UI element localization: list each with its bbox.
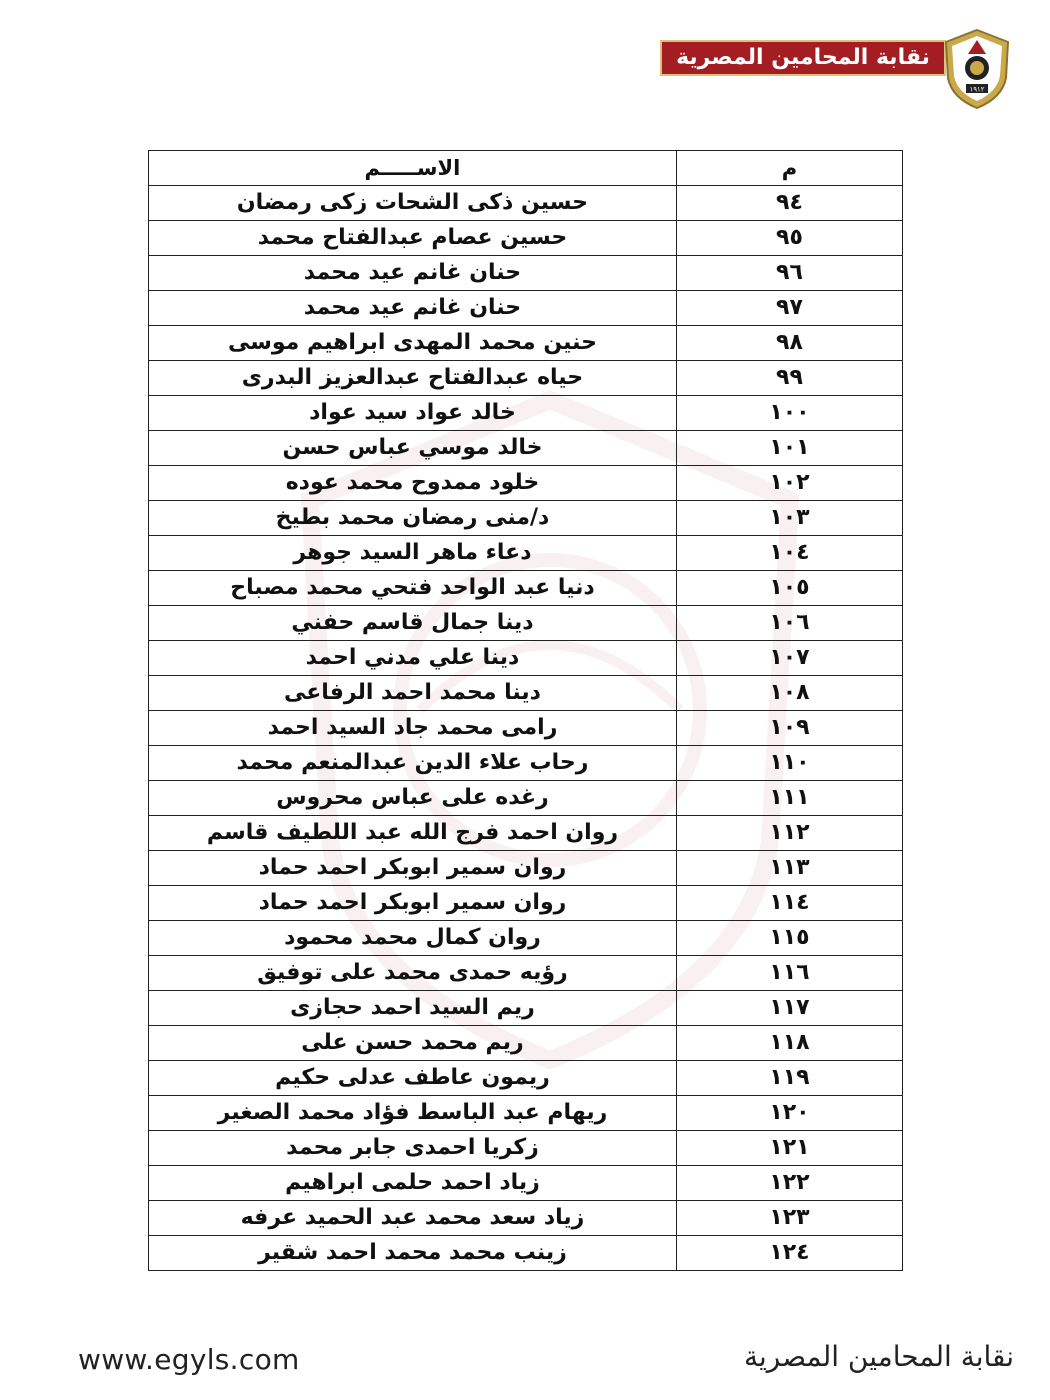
- row-number: ٩٦: [676, 256, 902, 291]
- row-name: حنان غانم عيد محمد: [149, 256, 677, 291]
- table-row: [149, 711, 903, 746]
- table-row: [149, 431, 903, 466]
- row-number: ٩٧: [676, 291, 902, 326]
- header-name: الاســـــم: [149, 151, 677, 186]
- table-header-row: [149, 151, 903, 186]
- row-name: حياه عبدالفتاح عبدالعزيز البدرى: [149, 361, 677, 396]
- syndicate-banner: نقابة المحامين المصرية: [660, 40, 946, 76]
- footer-brand: نقابة المحامين المصرية: [744, 1340, 1014, 1373]
- table-row: [149, 606, 903, 641]
- table-row: [149, 221, 903, 256]
- row-number: ٩٥: [676, 221, 902, 256]
- header-number: م: [676, 151, 902, 186]
- table-row: [149, 1061, 903, 1096]
- row-name: حنان غانم عيد محمد: [149, 291, 677, 326]
- table-row: [149, 921, 903, 956]
- row-name: ريم السيد احمد حجازى: [149, 991, 677, 1026]
- footer-website-url[interactable]: www.egyls.com: [78, 1343, 300, 1376]
- table-row: [149, 676, 903, 711]
- table-row: [149, 641, 903, 676]
- table-row: [149, 1026, 903, 1061]
- row-number: ١١١: [676, 781, 902, 816]
- table-row: [149, 361, 903, 396]
- table-row: [149, 886, 903, 921]
- row-name: دينا علي مدني احمد: [149, 641, 677, 676]
- row-number: ١٠٩: [676, 711, 902, 746]
- row-name: دينا جمال قاسم حفني: [149, 606, 677, 641]
- row-number: ١١٢: [676, 816, 902, 851]
- row-name: روان كمال محمد محمود: [149, 921, 677, 956]
- table-row: [149, 1131, 903, 1166]
- row-name: رغده على عباس محروس: [149, 781, 677, 816]
- table-row: [149, 991, 903, 1026]
- row-number: ١١٩: [676, 1061, 902, 1096]
- row-name: روان سمير ابوبكر احمد حماد: [149, 851, 677, 886]
- names-table-container: [148, 150, 903, 1271]
- row-name: د/منى رمضان محمد بطيخ: [149, 501, 677, 536]
- row-number: ١١٨: [676, 1026, 902, 1061]
- row-number: ١١٣: [676, 851, 902, 886]
- row-name: زياد احمد حلمى ابراهيم: [149, 1166, 677, 1201]
- row-name: دعاء ماهر السيد جوهر: [149, 536, 677, 571]
- row-number: ١٠٤: [676, 536, 902, 571]
- row-name: ريم محمد حسن على: [149, 1026, 677, 1061]
- table-row: [149, 956, 903, 991]
- row-number: ١٢٠: [676, 1096, 902, 1131]
- row-name: رامى محمد جاد السيد احمد: [149, 711, 677, 746]
- row-name: زكريا احمدى جابر محمد: [149, 1131, 677, 1166]
- table-body: [149, 186, 903, 1271]
- table-row: [149, 396, 903, 431]
- row-number: ١٠١: [676, 431, 902, 466]
- row-name: حسين ذكى الشحات زكى رمضان: [149, 186, 677, 221]
- row-number: ١١٠: [676, 746, 902, 781]
- header: [652, 28, 1012, 108]
- row-name: دنيا عبد الواحد فتحي محمد مصباح: [149, 571, 677, 606]
- row-name: خلود ممدوح محمد عوده: [149, 466, 677, 501]
- row-number: ١٢١: [676, 1131, 902, 1166]
- table-row: [149, 1096, 903, 1131]
- table-row: [149, 466, 903, 501]
- names-table: [148, 150, 903, 1271]
- row-name: ريهام عبد الباسط فؤاد محمد الصغير: [149, 1096, 677, 1131]
- row-number: ١٠٦: [676, 606, 902, 641]
- table-row: [149, 571, 903, 606]
- row-number: ١٢٣: [676, 1201, 902, 1236]
- row-number: ١٠٠: [676, 396, 902, 431]
- row-number: ١٢٤: [676, 1236, 902, 1271]
- table-row: [149, 781, 903, 816]
- row-name: زياد سعد محمد عبد الحميد عرفه: [149, 1201, 677, 1236]
- row-number: ١١٧: [676, 991, 902, 1026]
- row-number: ٩٨: [676, 326, 902, 361]
- row-number: ١٠٧: [676, 641, 902, 676]
- table-row: [149, 536, 903, 571]
- row-name: رؤيه حمدى محمد على توفيق: [149, 956, 677, 991]
- row-number: ٩٤: [676, 186, 902, 221]
- row-name: حنين محمد المهدى ابراهيم موسى: [149, 326, 677, 361]
- table-row: [149, 501, 903, 536]
- row-name: ريمون عاطف عدلى حكيم: [149, 1061, 677, 1096]
- table-row: [149, 1166, 903, 1201]
- row-name: روان سمير ابوبكر احمد حماد: [149, 886, 677, 921]
- row-number: ١٠٨: [676, 676, 902, 711]
- table-row: [149, 851, 903, 886]
- table-row: [149, 1201, 903, 1236]
- table-row: [149, 1236, 903, 1271]
- row-name: رحاب علاء الدين عبدالمنعم محمد: [149, 746, 677, 781]
- row-number: ١١٥: [676, 921, 902, 956]
- table-row: [149, 816, 903, 851]
- row-number: ١٠٥: [676, 571, 902, 606]
- row-name: دينا محمد احمد الرفاعى: [149, 676, 677, 711]
- row-name: خالد عواد سيد عواد: [149, 396, 677, 431]
- table-row: [149, 746, 903, 781]
- table-row: [149, 186, 903, 221]
- emblem-year: ١٩١٢: [969, 85, 985, 94]
- row-number: ٩٩: [676, 361, 902, 396]
- row-name: روان احمد فرج الله عبد اللطيف قاسم: [149, 816, 677, 851]
- table-row: [149, 256, 903, 291]
- row-number: ١١٤: [676, 886, 902, 921]
- row-name: خالد موسي عباس حسن: [149, 431, 677, 466]
- row-name: حسين عصام عبدالفتاح محمد: [149, 221, 677, 256]
- row-number: ١٢٢: [676, 1166, 902, 1201]
- table-row: [149, 291, 903, 326]
- row-number: ١٠٣: [676, 501, 902, 536]
- row-number: ١٠٢: [676, 466, 902, 501]
- table-row: [149, 326, 903, 361]
- row-number: ١١٦: [676, 956, 902, 991]
- syndicate-emblem-icon: [942, 28, 1012, 110]
- row-name: زينب محمد محمد احمد شقير: [149, 1236, 677, 1271]
